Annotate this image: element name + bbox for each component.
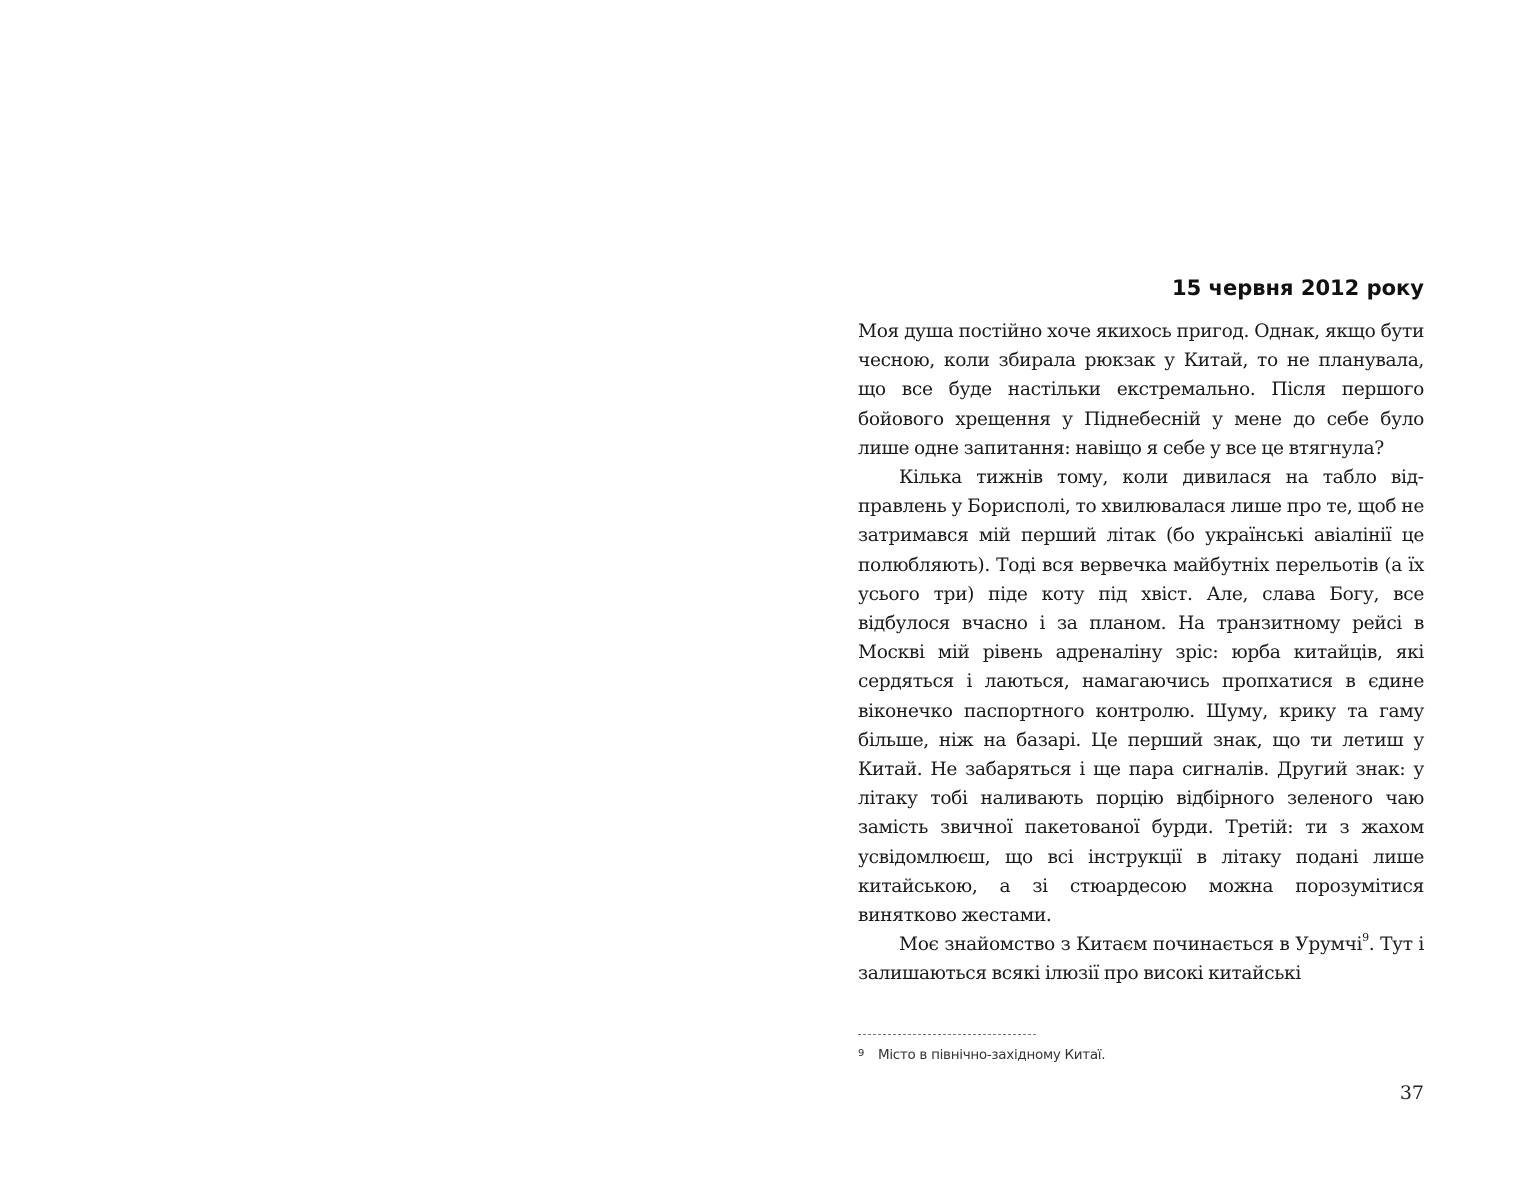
paragraph-3-rest: . Тут і залишаються всякі ілюзії про високі китайські [858,934,1424,985]
paragraph-3-main: Моє знайомство з Китаєм починається в Урумчі [899,934,1363,956]
right-page [858,0,1424,1182]
page-number: 37 [1399,1082,1424,1104]
date-heading: 15 червня 2012 року [1172,276,1424,300]
paragraph-3 [858,930,1424,988]
footnote-mark: 9 [858,1048,865,1059]
body-text [858,317,1424,989]
footnote [858,1045,1424,1065]
footnote-text: Місто в північно-західному Китаї. [878,1047,1106,1063]
footnote-reference[interactable]: 9 [1362,931,1369,945]
footnote-divider [858,1034,1036,1035]
paragraph-1: Моя душа постійно хоче якихось пригод. Однак, якщо бути чесною, коли збирала рюкзак у Китай, то не планувала, що все буде настільки екстремально. Після першого бойового хрещення у Піднебесній у мене до себе було лише одне запитання: навіщо я себе у все це втягнула? [858,321,1424,459]
paragraph-2: Кілька тижнів тому, коли дивилася на табло відправлень у Борисполі, то хвилювалася лише про те, щоб не затримався мій перший літак (бо українські авіалінії це полюбляють). Тоді вся вервечка майбутніх перельотів (а їх усього три) піде коту під хвіст. Але, слава Богу, все відбулося вчасно і за планом. На транзитному рейсі в Москві мій рівень адреналіну зріс: юрба китайців, які сердяться і лаються, намагаючись пропхатися в єдине віконечко паспортного контролю. Шуму, крику та гаму більше, ніж на базарі. Це перший знак, що ти летиш у Китай. Не забаряться і ще пара сигналів. Другий знак: у літаку тобі наливають порцію відбірного зеленого чаю замість звичної пакетованої бурди. Третій: ти з жахом усвідомлюєш, що всі інструкції в літаку подані лише китайською, а зі стюардесою можна порозумітися винятково жестами. [858,467,1424,927]
